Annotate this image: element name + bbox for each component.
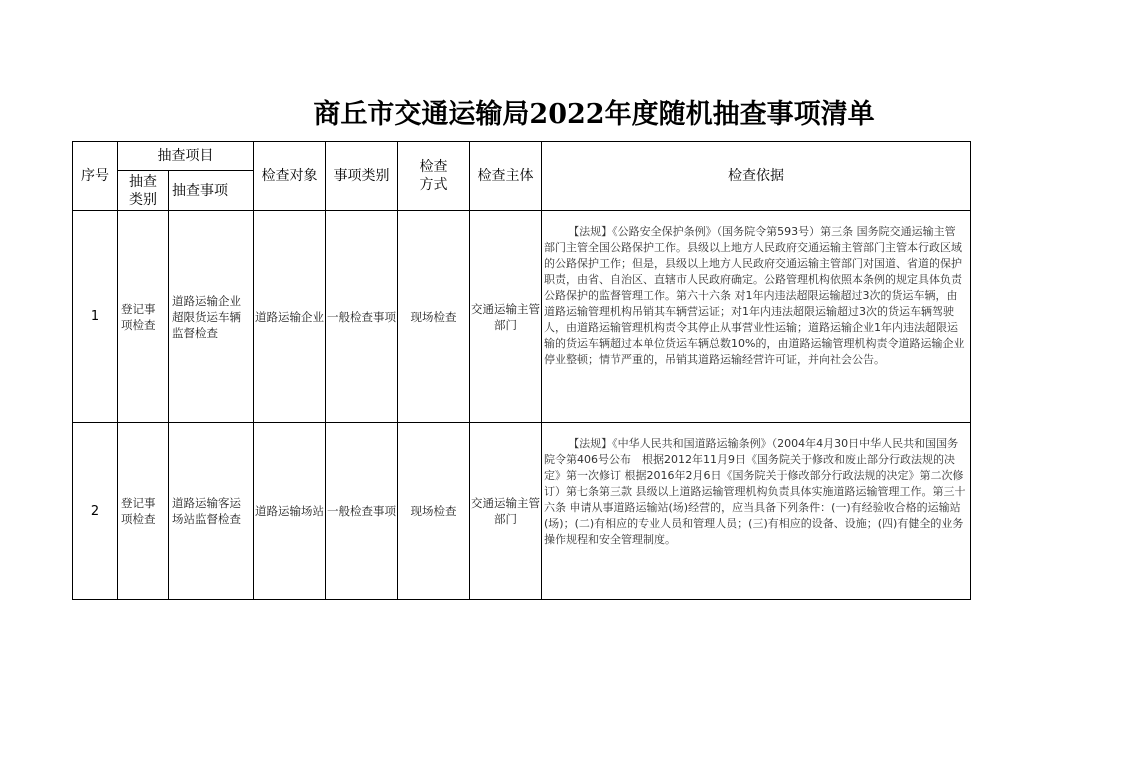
header-category <box>118 171 169 211</box>
table-row <box>73 211 971 423</box>
header-method-line2: 方式 <box>419 177 448 193</box>
row-basis-text: 【法规】《公路安全保护条例》（国务院令第593号）第三条 国务院交通运输主管部门主管全国公路保护工作。县级以上地方人民政府交通运输主管部门主管本行政区域的公路保护工作；但是，县级以上地方人民政府交通运输主管部门对国道、省道的保护职责，由省、自治区、直辖市人民政府确定。公路管理机构依照本条例的规定具体负责公路保护的监督管理工作。第六十六条 对1年内违法超限运输超过3次的货运车辆，由道路运输管理机构吊销其车辆营运证；对1年内违法超限运输超过3次的货运车辆驾驶人，由道路运输管理机构责令其停止从事营业性运输；道路运输企业1年内违法超限运输的货运车辆超过本单位货运车辆总数10%的，由道路运输管理机构责令道路运输企业停业整顿；情节严重的，吊销其道路运输经营许可证，并向社会公告。 <box>544 225 965 366</box>
header-method-line1: 检查 <box>419 159 448 175</box>
row-basis <box>542 423 971 600</box>
row-basis <box>542 211 971 423</box>
row-subject: 交通运输主管部门 <box>470 211 542 423</box>
row-basis-text: 【法规】《中华人民共和国道路运输条例》（2004年4月30日中华人民共和国国务院令第406号公布 根据2012年11月9日《国务院关于修改和废止部分行政法规的决定》第一次修订 根据2016年2月6日《国务院关于修改部分行政法规的决定》第二次修订）第七条第三款 县级以上道路运输管理机构负责具体实施道路运输管理工作。第三十六条 申请从事道路运输站(场)经营的，应当具备下列条件：(一)有经验收合格的运输站(场)；(二)有相应的专业人员和管理人员；(三)有相应的设备、设施；(四)有健全的业务操作规程和安全管理制度。 <box>544 437 966 546</box>
row-category: 登记事项检查 <box>118 423 169 600</box>
row-target: 道路运输企业 <box>254 211 326 423</box>
row-type: 一般检查事项 <box>326 211 398 423</box>
row-method: 现场检查 <box>398 211 470 423</box>
row-matter: 道路运输企业超限货运车辆监督检查 <box>169 211 254 423</box>
header-matter: 抽查事项 <box>169 171 254 211</box>
header-type: 事项类别 <box>326 142 398 211</box>
row-index: 2 <box>73 423 118 600</box>
header-basis: 检查依据 <box>542 142 971 211</box>
header-category-line2: 类别 <box>129 191 157 208</box>
row-index: 1 <box>73 211 118 423</box>
header-item-group: 抽查项目 <box>118 142 254 171</box>
row-type: 一般检查事项 <box>326 423 398 600</box>
document-title: 商丘市交通运输局2022年度随机抽查事项清单 <box>313 99 875 130</box>
table-row <box>73 423 971 600</box>
row-subject: 交通运输主管部门 <box>470 423 542 600</box>
row-matter: 道路运输客运场站监督检查 <box>169 423 254 600</box>
header-subject: 检查主体 <box>470 142 542 211</box>
header-method <box>398 142 470 211</box>
row-category: 登记事项检查 <box>118 211 169 423</box>
header-target: 检查对象 <box>254 142 326 211</box>
inspection-list-table <box>72 141 971 600</box>
row-target: 道路运输场站 <box>254 423 326 600</box>
row-method: 现场检查 <box>398 423 470 600</box>
header-index: 序号 <box>73 142 118 211</box>
header-category-line1: 抽查 <box>129 173 157 190</box>
